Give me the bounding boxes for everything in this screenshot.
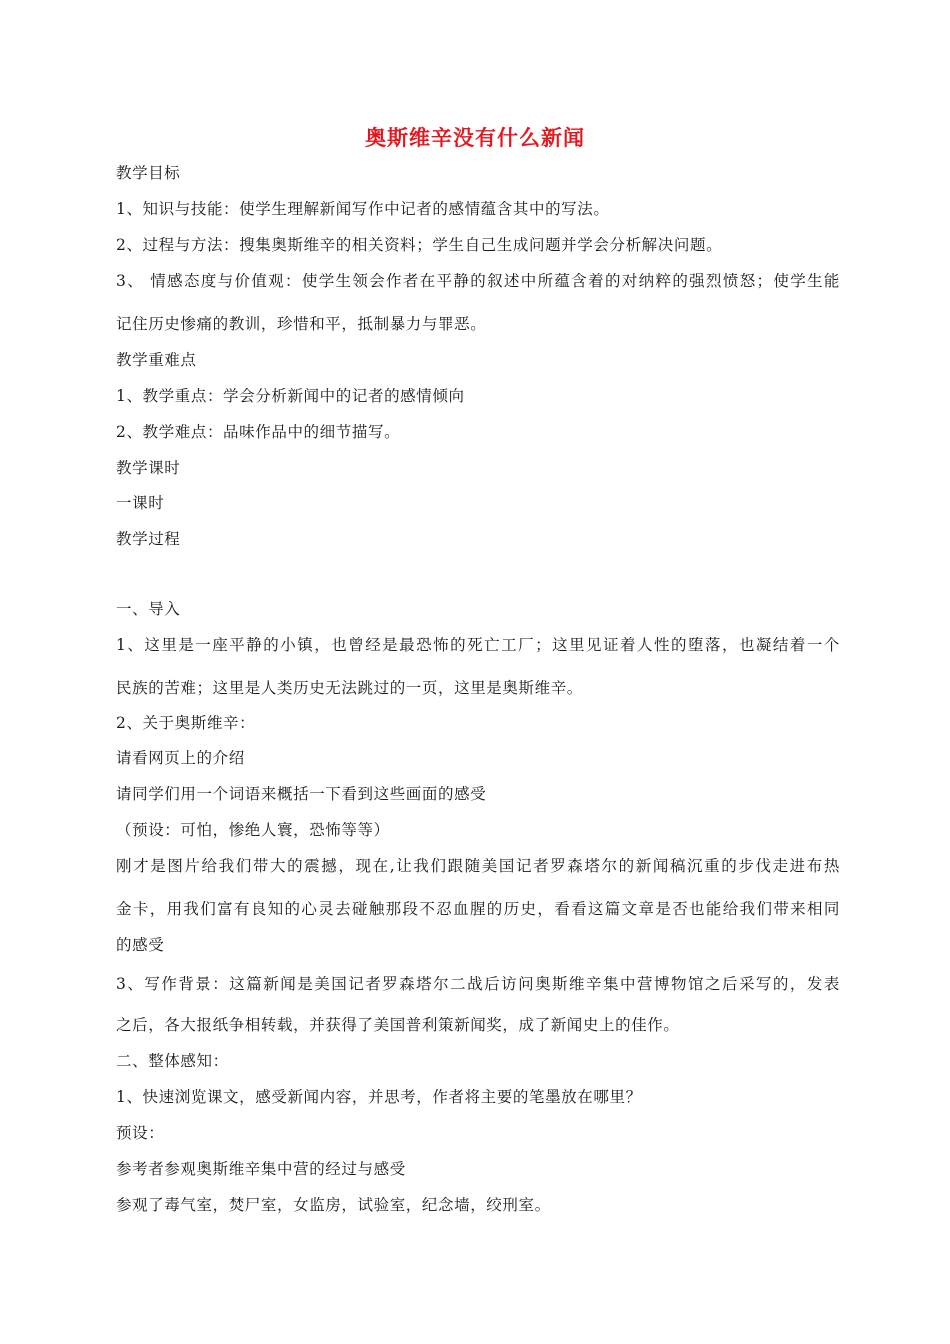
section-introduction: 一、导入 [116,600,181,618]
document-title: 奥斯维辛没有什么新闻 [365,126,585,150]
perception-preset-label: 预设： [116,1124,165,1142]
difficult-point: 2、教学难点：品味作品中的细节描写。 [116,423,401,441]
key-point: 1、教学重点：学会分析新闻中的记者的感情倾向 [116,387,465,405]
intro-para1-line1: 1、这里是一座平静的小镇，也曾经是最恐怖的死亡工厂；这里见证着人性的堕落，也凝结着一个 [116,636,840,654]
background-line2: 之后，各大报纸争相转载，并获得了美国普利策新闻奖，成了新闻史上的佳作。 [116,1016,680,1034]
intro-para1-line2: 民族的苦难；这里是人类历史无法跳过的一页，这里是奥斯维辛。 [116,679,583,697]
heading-teaching-goals: 教学目标 [116,164,181,182]
perception-visited-places: 参观了毒气室，焚尸室，女监房，试验室，纪念墙，绞刑室。 [116,1196,551,1214]
intro-para-line3: 的感受 [116,936,165,954]
intro-para-line1: 刚才是图片给我们带大的震撼，现在,让我们跟随美国记者罗森塔尔的新闻稿沉重的步伐走进布热 [116,857,840,875]
intro-para-line2: 金卡，用我们富有良知的心灵去碰触那段不忍血腥的历史，看看这篇文章是否也能给我们带来相同 [116,900,840,918]
intro-summarize-feeling: 请同学们用一个词语来概括一下看到这些画面的感受 [116,785,487,803]
goal-process: 2、过程与方法：搜集奥斯维辛的相关资料；学生自己生成问题并学会分析解决问题。 [116,236,723,254]
intro-see-webpage: 请看网页上的介绍 [116,749,245,767]
intro-preset-answer: （预设：可怕，惨绝人寰，恐怖等等） [116,821,390,839]
perception-preset-answer: 参考者参观奥斯维辛集中营的经过与感受 [116,1160,406,1178]
perception-question: 1、快速浏览课文，感受新闻内容，并思考，作者将主要的笔墨放在哪里？ [116,1088,642,1106]
heading-key-difficult-points: 教学重难点 [116,351,197,369]
section-overall-perception: 二、整体感知： [116,1052,229,1070]
class-hours-value: 一课时 [116,494,165,512]
background-line1: 3、写作背景：这篇新闻是美国记者罗森塔尔二战后访问奥斯维辛集中营博物馆之后采写的，发表 [116,975,840,993]
goal-emotion-line2: 记住历史惨痛的教训，珍惜和平，抵制暴力与罪恶。 [116,315,487,333]
goal-knowledge: 1、知识与技能：使学生理解新闻写作中记者的感情蕴含其中的写法。 [116,200,610,218]
heading-teaching-process: 教学过程 [116,530,181,548]
intro-item2: 2、关于奥斯维辛： [116,714,256,732]
heading-class-hours: 教学课时 [116,459,181,477]
goal-emotion-line1: 3、 情感态度与价值观：使学生领会作者在平静的叙述中所蕴含着的对纳粹的强烈愤怒；使学生能 [116,272,840,290]
